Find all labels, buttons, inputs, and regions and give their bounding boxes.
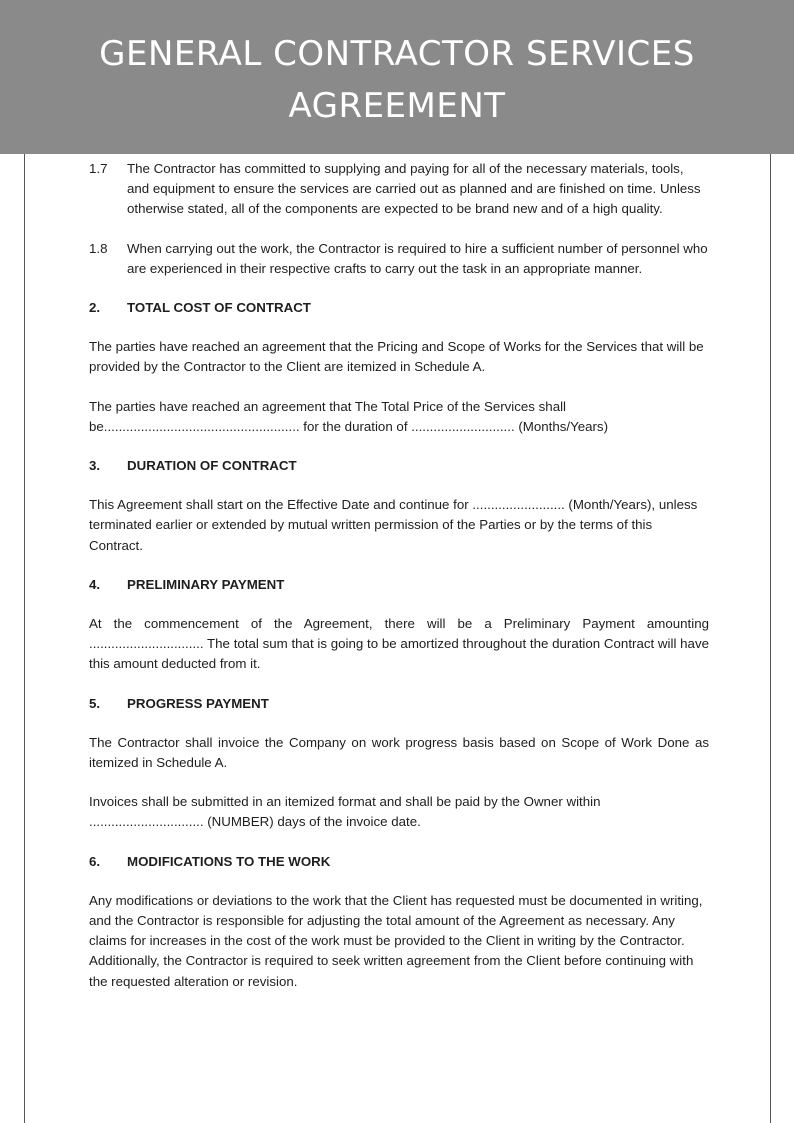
section-title: DURATION OF CONTRACT — [127, 458, 297, 474]
section-number: 4. — [89, 576, 101, 592]
section-heading-progress-payment — [89, 694, 709, 714]
clause-number: 1.8 — [89, 240, 108, 256]
section-heading-modifications — [89, 852, 709, 872]
clause-1-7 — [89, 159, 709, 220]
clause-1-8 — [89, 239, 709, 279]
paragraph-pricing-scope: The parties have reached an agreement that the Pricing and Scope of Works for the Services that will be provided by the Contractor to the Client are itemized in Schedule A. — [89, 339, 704, 375]
document-body — [89, 159, 709, 1011]
paragraph-modifications: Any modifications or deviations to the work that the Client has requested must be documented in writing, and the Contractor is responsible for adjusting the total amount of the Agreement as necessary. Any claims for increases in the cost of the work must be provided to the Client in writing by the Contractor. Additionally, the Contractor is required to seek written agreement from the Client before continuing with the requested alteration or revision. — [89, 892, 703, 989]
paragraph-preliminary-payment: At the commencement of the Agreement, there will be a Preliminary Payment amounting ............................... The total sum that is going to be amortized throughout the duration Contract will have this amount deducted from it. — [89, 616, 709, 672]
section-title: PROGRESS PAYMENT — [127, 695, 269, 711]
page-border-left — [24, 154, 25, 1123]
section-title: TOTAL COST OF CONTRACT — [127, 300, 311, 316]
clause-text: When carrying out the work, the Contractor is required to hire a sufficient number of personnel who are experienced in their respective crafts to carry out the task in an appropriate manner. — [127, 240, 708, 276]
paragraph-duration: This Agreement shall start on the Effective Date and continue for ......................... (Month/Years), unless terminated earlier or extended by mutual written permission of the Parties or by the terms of this Contract. — [89, 497, 698, 553]
section-heading-duration — [89, 456, 709, 476]
section-number: 5. — [89, 695, 101, 711]
clause-text: The Contractor has committed to supplying and paying for all of the necessary materials, tools, and equipment to ensure the services are carried out as planned and are finished on time. Unless otherwise stated, all of the components are expected to be brand new and of a high quality. — [127, 161, 701, 217]
section-heading-total-cost — [89, 298, 709, 318]
paragraph-invoice-terms: Invoices shall be submitted in an itemized format and shall be paid by the Owner within ............................... (NUMBER) days of the invoice date. — [89, 794, 601, 830]
section-number: 3. — [89, 458, 101, 474]
clause-number: 1.7 — [89, 161, 108, 176]
title-banner — [0, 0, 794, 154]
section-title: MODIFICATIONS TO THE WORK — [127, 853, 331, 869]
section-title: PRELIMINARY PAYMENT — [127, 576, 285, 592]
paragraph-progress-invoice: The Contractor shall invoice the Company on work progress basis based on Scope of Work Done as itemized in Schedule A. — [89, 734, 709, 771]
document-title-line-2: AGREEMENT — [288, 86, 506, 126]
section-number: 2. — [89, 300, 101, 316]
section-number: 6. — [89, 853, 101, 869]
paragraph-total-price: The parties have reached an agreement that The Total Price of the Services shall be..................................................... for the duration of ............................ (Months/Years) — [89, 398, 609, 434]
page-border-right — [770, 154, 771, 1123]
section-heading-preliminary-payment — [89, 575, 709, 595]
document-title-line-1: GENERAL CONTRACTOR SERVICES — [99, 34, 695, 74]
